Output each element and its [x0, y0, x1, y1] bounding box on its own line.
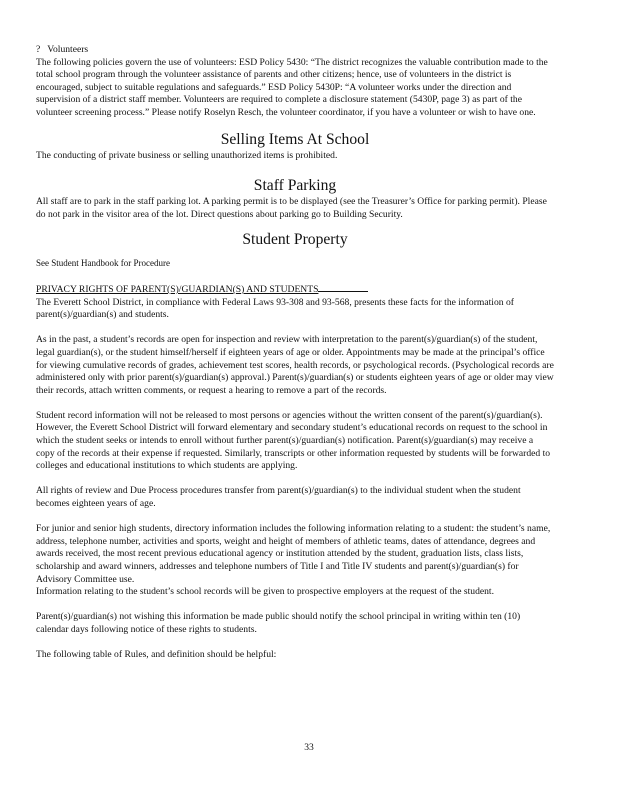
student-property-heading: Student Property: [242, 231, 348, 249]
privacy-paragraph-4: All rights of review and Due Process procedures transfer from parent(s)/guardian(s) to the individual student when the student becomes eighteen years of age.: [36, 485, 521, 510]
privacy-heading-text: PRIVACY RIGHTS OF PARENT(S)/GUARDIAN(S) AND STUDENTS: [36, 283, 319, 295]
volunteers-body: The following policies govern the use of volunteers: ESD Policy 5430: “The district recognizes the valuable contribution made to the total school program through the volunteer assistance of parents and other citizens; hence, use of volunteers in the district is encouraged, subject to suitable regulations and safeguards.” ESD Policy 5430P: “A volunteer works under the direction and supervision of a district staff member. Volunteers are required to complete a disclosure statement (5430P, page 3) as part of the volunteer screening process.” Please notify Roselyn Resch, the volunteer coordinator, if you have a volunteer or wish to have one.: [36, 56, 548, 118]
privacy-paragraph-3: Student record information will not be released to most persons or agencies without the written consent of the parent(s)/guardian(s). However, the Everett School District will forward elementary and secondary student’s educational records on request to the school in which the student seeks or intends to enroll without further parent(s)/guardian(s) notification. Parent(s)/guardian(s) may receive a copy of the records at their expense if requested. Similarly, transcripts or other information requested by students will be forwarded to colleges and educational institutions to which students are applying.: [36, 409, 551, 472]
privacy-paragraph-2: As in the past, a student’s records are open for inspection and review with interpretation to the parent(s)/guardian(s) of the student, legal guardian(s), or the student himself/herself if eighteen years of age or older. Appointments may be made at the principal’s office for viewing cumulative records of grades, achievement test scores, health records, or psychological records. (Psychological records are administered only with prior parent(s)/guardian(s) approval.) Parent(s)/guardian(s) or students eighteen years of age or older may view their records, attach written comments, or request a hearing to remove a part of the records.: [36, 334, 554, 396]
parking-body: All staff are to park in the staff parking lot. A parking permit is to be displayed (see the Treasurer’s Office for parking permit). Please do not park in the visitor area of the lot. Direct questions about parking go to Building Security.: [36, 196, 547, 220]
volunteers-heading-text: Volunteers: [47, 44, 89, 55]
selling-heading: Selling Items At School: [220, 130, 370, 148]
student-property-note: See Student Handbook for Procedure: [36, 258, 170, 269]
privacy-heading: [36, 282, 554, 297]
heading-underline-rule: [318, 282, 368, 292]
page-number: 33: [304, 742, 314, 753]
privacy-paragraph-1: The Everett School District, in compliance with Federal Laws 93-308 and 93-568, presents these facts for the information of parent(s)/guardian(s) and students.: [36, 296, 514, 321]
privacy-paragraph-6: Information relating to the student’s school records will be given to prospective employers at the request of the student.: [36, 586, 494, 598]
bullet-marker: ?: [36, 44, 41, 55]
selling-body: The conducting of private business or selling unauthorized items is prohibited.: [36, 149, 338, 161]
page-content: [36, 44, 554, 662]
volunteers-heading: [36, 44, 554, 57]
parking-heading: Staff Parking: [253, 177, 337, 195]
privacy-paragraph-7: Parent(s)/guardian(s) not wishing this information be made public should notify the school principal in writing within ten (10) calendar days following notice of these rights to students.: [36, 611, 521, 635]
privacy-paragraph-8: The following table of Rules, and definition should be helpful:: [36, 649, 277, 661]
privacy-paragraph-5: For junior and senior high students, directory information includes the following information relating to a student: the student’s name, address, telephone number, activities and sports, weight and height of members of athletic teams, dates of attendance, degrees and awards received, the most recent previous educational agency or institution attended by the student, graduation lists, class lists, scholarship and award winners, addresses and telephone numbers of Title I and Title IV students and parent(s)/guardian(s) for Advisory Committee use.: [36, 523, 551, 585]
